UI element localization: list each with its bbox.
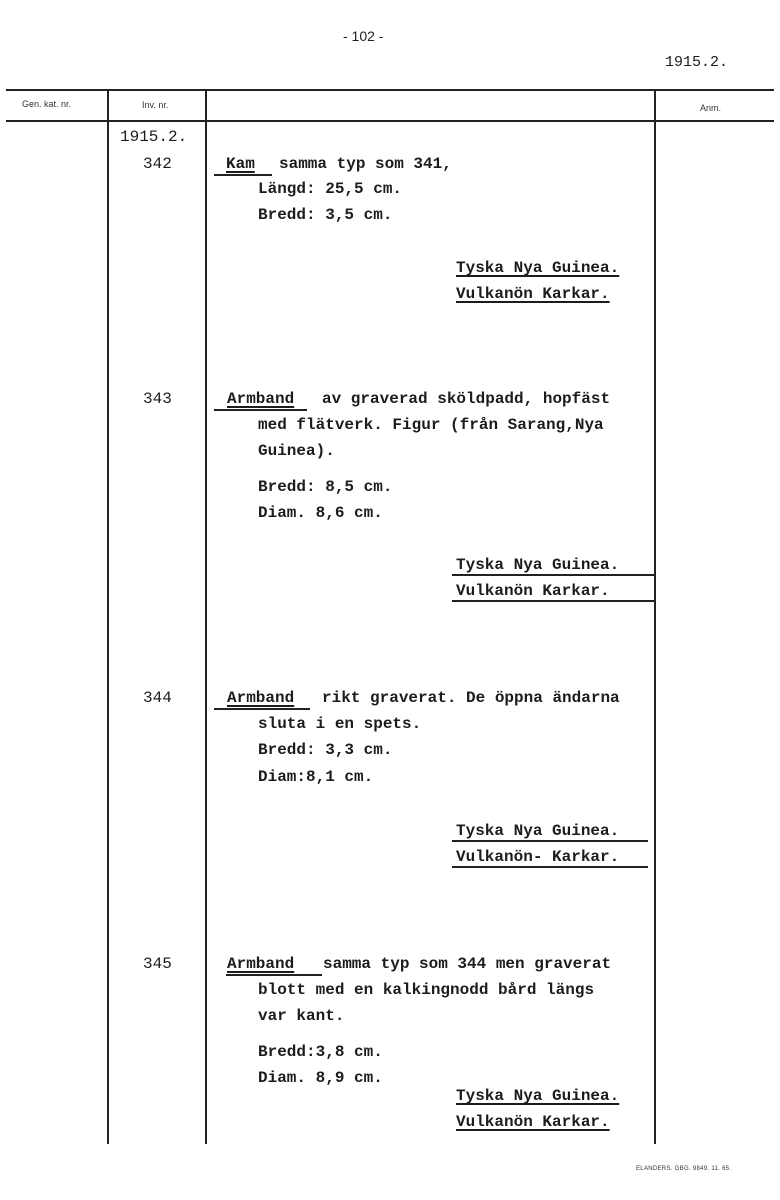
description-line: samma typ som 341, (279, 155, 452, 173)
inventory-number: 343 (143, 390, 172, 408)
place-country: Tyska Nya Guinea. (456, 1087, 620, 1105)
object-name: Armband (227, 689, 295, 707)
description-line: med flätverk. Figur (från Sarang,Nya (258, 416, 604, 434)
description-line: var kant. (258, 1007, 345, 1025)
place-underline (452, 866, 648, 868)
place-country: Tyska Nya Guinea. (456, 822, 620, 840)
place-country: Tyska Nya Guinea. (456, 556, 620, 574)
description-line: Guinea). (258, 442, 335, 460)
object-underline (214, 174, 272, 176)
inventory-number: 344 (143, 689, 172, 707)
description-line: sluta i en spets. (258, 715, 422, 733)
description-line: Bredd: 8,5 cm. (258, 478, 393, 496)
object-name: Kam (226, 155, 255, 173)
description-line: Diam. 8,9 cm. (258, 1069, 383, 1087)
place-underline (452, 600, 656, 602)
header-bottom-rule (6, 120, 774, 122)
inventory-number: 345 (143, 955, 172, 973)
object-underline (214, 409, 307, 411)
column-header-inv: Inv. nr. (142, 100, 169, 110)
description-line: Diam. 8,6 cm. (258, 504, 383, 522)
column-divider-1 (107, 89, 109, 1144)
description-line: Bredd: 3,5 cm. (258, 206, 393, 224)
printer-imprint: ELANDERS. GBG. 9849. 11. 65. (636, 1166, 732, 1172)
description-line: Längd: 25,5 cm. (258, 180, 403, 198)
description-line: Bredd:3,8 cm. (258, 1043, 383, 1061)
year-header: 1915.2. (665, 54, 729, 71)
page-number: - 102 - (343, 28, 384, 44)
column-divider-3 (654, 89, 656, 1144)
object-name: Armband (227, 955, 295, 973)
place-underline (452, 840, 648, 842)
place-location: Vulkanön Karkar. (456, 285, 610, 303)
ledger-year: 1915.2. (120, 128, 188, 146)
object-underline (226, 974, 322, 976)
column-divider-2 (205, 89, 207, 1144)
place-location: Vulkanön Karkar. (456, 1113, 610, 1131)
description-line: rikt graverat. De öppna ändarna (322, 689, 620, 707)
object-underline (214, 708, 310, 710)
place-underline (452, 574, 656, 576)
description-line: Diam:8,1 cm. (258, 768, 374, 786)
place-location: Vulkanön- Karkar. (456, 848, 620, 866)
place-location: Vulkanön Karkar. (456, 582, 610, 600)
column-header-anm: Anm. (700, 103, 722, 113)
description-line: av graverad sköldpadd, hopfäst (322, 390, 611, 408)
description-line: blott med en kalkingnodd bård längs (258, 981, 595, 999)
column-header-gen-kat: Gen. kat. nr. (22, 99, 72, 109)
description-line: Bredd: 3,3 cm. (258, 741, 393, 759)
object-name: Armband (227, 390, 295, 408)
place-country: Tyska Nya Guinea. (456, 259, 620, 277)
description-line: samma typ som 344 men graverat (323, 955, 612, 973)
inventory-number: 342 (143, 155, 172, 173)
header-top-rule (6, 89, 774, 91)
